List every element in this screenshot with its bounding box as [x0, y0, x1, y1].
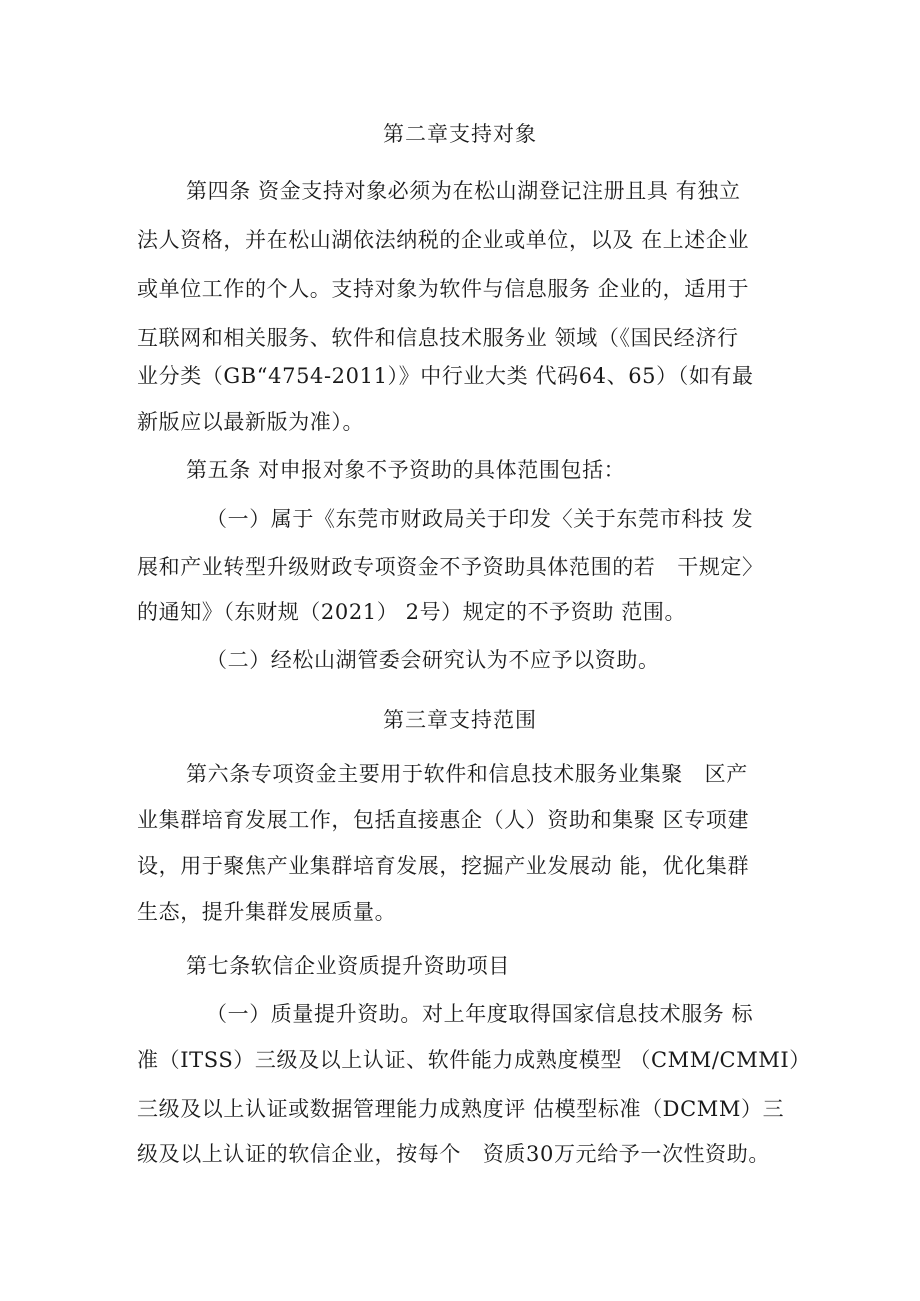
chapter-3-heading: 第三章支持范围 — [383, 708, 537, 732]
article-7-item-1-line-4: 级及以上认证的软信企业，按每个 资质30万元给予一次性资助。 — [137, 1142, 770, 1166]
article-5: 第五条 对申报对象不予资助的具体范围包括： — [186, 458, 626, 482]
article-4-line-1: 第四条 资金支持对象必须为在松山湖登记注册且具 有独立 — [186, 179, 741, 203]
article-7-item-1-line-1: （一）质量提升资助。对上年度取得国家信息技术服务 标 — [206, 1002, 754, 1026]
article-4-line-6: 新版应以最新版为准）。 — [137, 410, 365, 434]
article-4-line-5: 业分类（GB“4754-2011）》中行业大类 代码64、65）（如有最 — [137, 364, 754, 388]
article-4-line-3: 或单位工作的个人。支持对象为软件与信息服务 企业的，适用于 — [137, 277, 750, 301]
article-4-line-4: 互联网和相关服务、软件和信息技术服务业 领域（《国民经济行 — [137, 326, 739, 350]
article-4-line-2: 法人资格，并在松山湖依法纳税的企业或单位，以及 在上述企业 — [137, 228, 750, 252]
article-6-line-1: 第六条专项资金主要用于软件和信息技术服务业集聚 区产 — [186, 762, 748, 786]
article-5-item-1-line-3: 的通知》（东财规（2021） 2号）规定的不予资助 范围。 — [137, 600, 687, 624]
article-6-line-4: 生态，提升集群发展质量。 — [137, 900, 397, 924]
article-5-item-1-line-1: （一）属于《东莞市财政局关于印发〈关于东莞市科技 发 — [206, 507, 754, 531]
article-7-item-1-line-2: 准（ITSS）三级及以上认证、软件能力成熟度模型 （CMM/CMMI） — [137, 1048, 811, 1072]
article-5-item-1-line-2: 展和产业转型升级财政专项资金不予资助具体范围的若 干规定〉 — [137, 555, 764, 579]
article-7-item-1-line-3: 三级及以上认证或数据管理能力成熟度评 估模型标准（DCMM）三 — [137, 1097, 785, 1121]
chapter-2-heading: 第二章支持对象 — [383, 122, 537, 146]
article-6-line-2: 业集群培育发展工作，包括直接惠企（人）资助和集聚 区专项建 — [137, 808, 750, 832]
article-7: 第七条软信企业资质提升资助项目 — [186, 954, 510, 978]
article-6-line-3: 设，用于聚焦产业集群培育发展，挖掘产业发展动 能，优化集群 — [137, 854, 750, 878]
article-5-item-2: （二）经松山湖管委会研究认为不应予以资助。 — [206, 648, 660, 672]
